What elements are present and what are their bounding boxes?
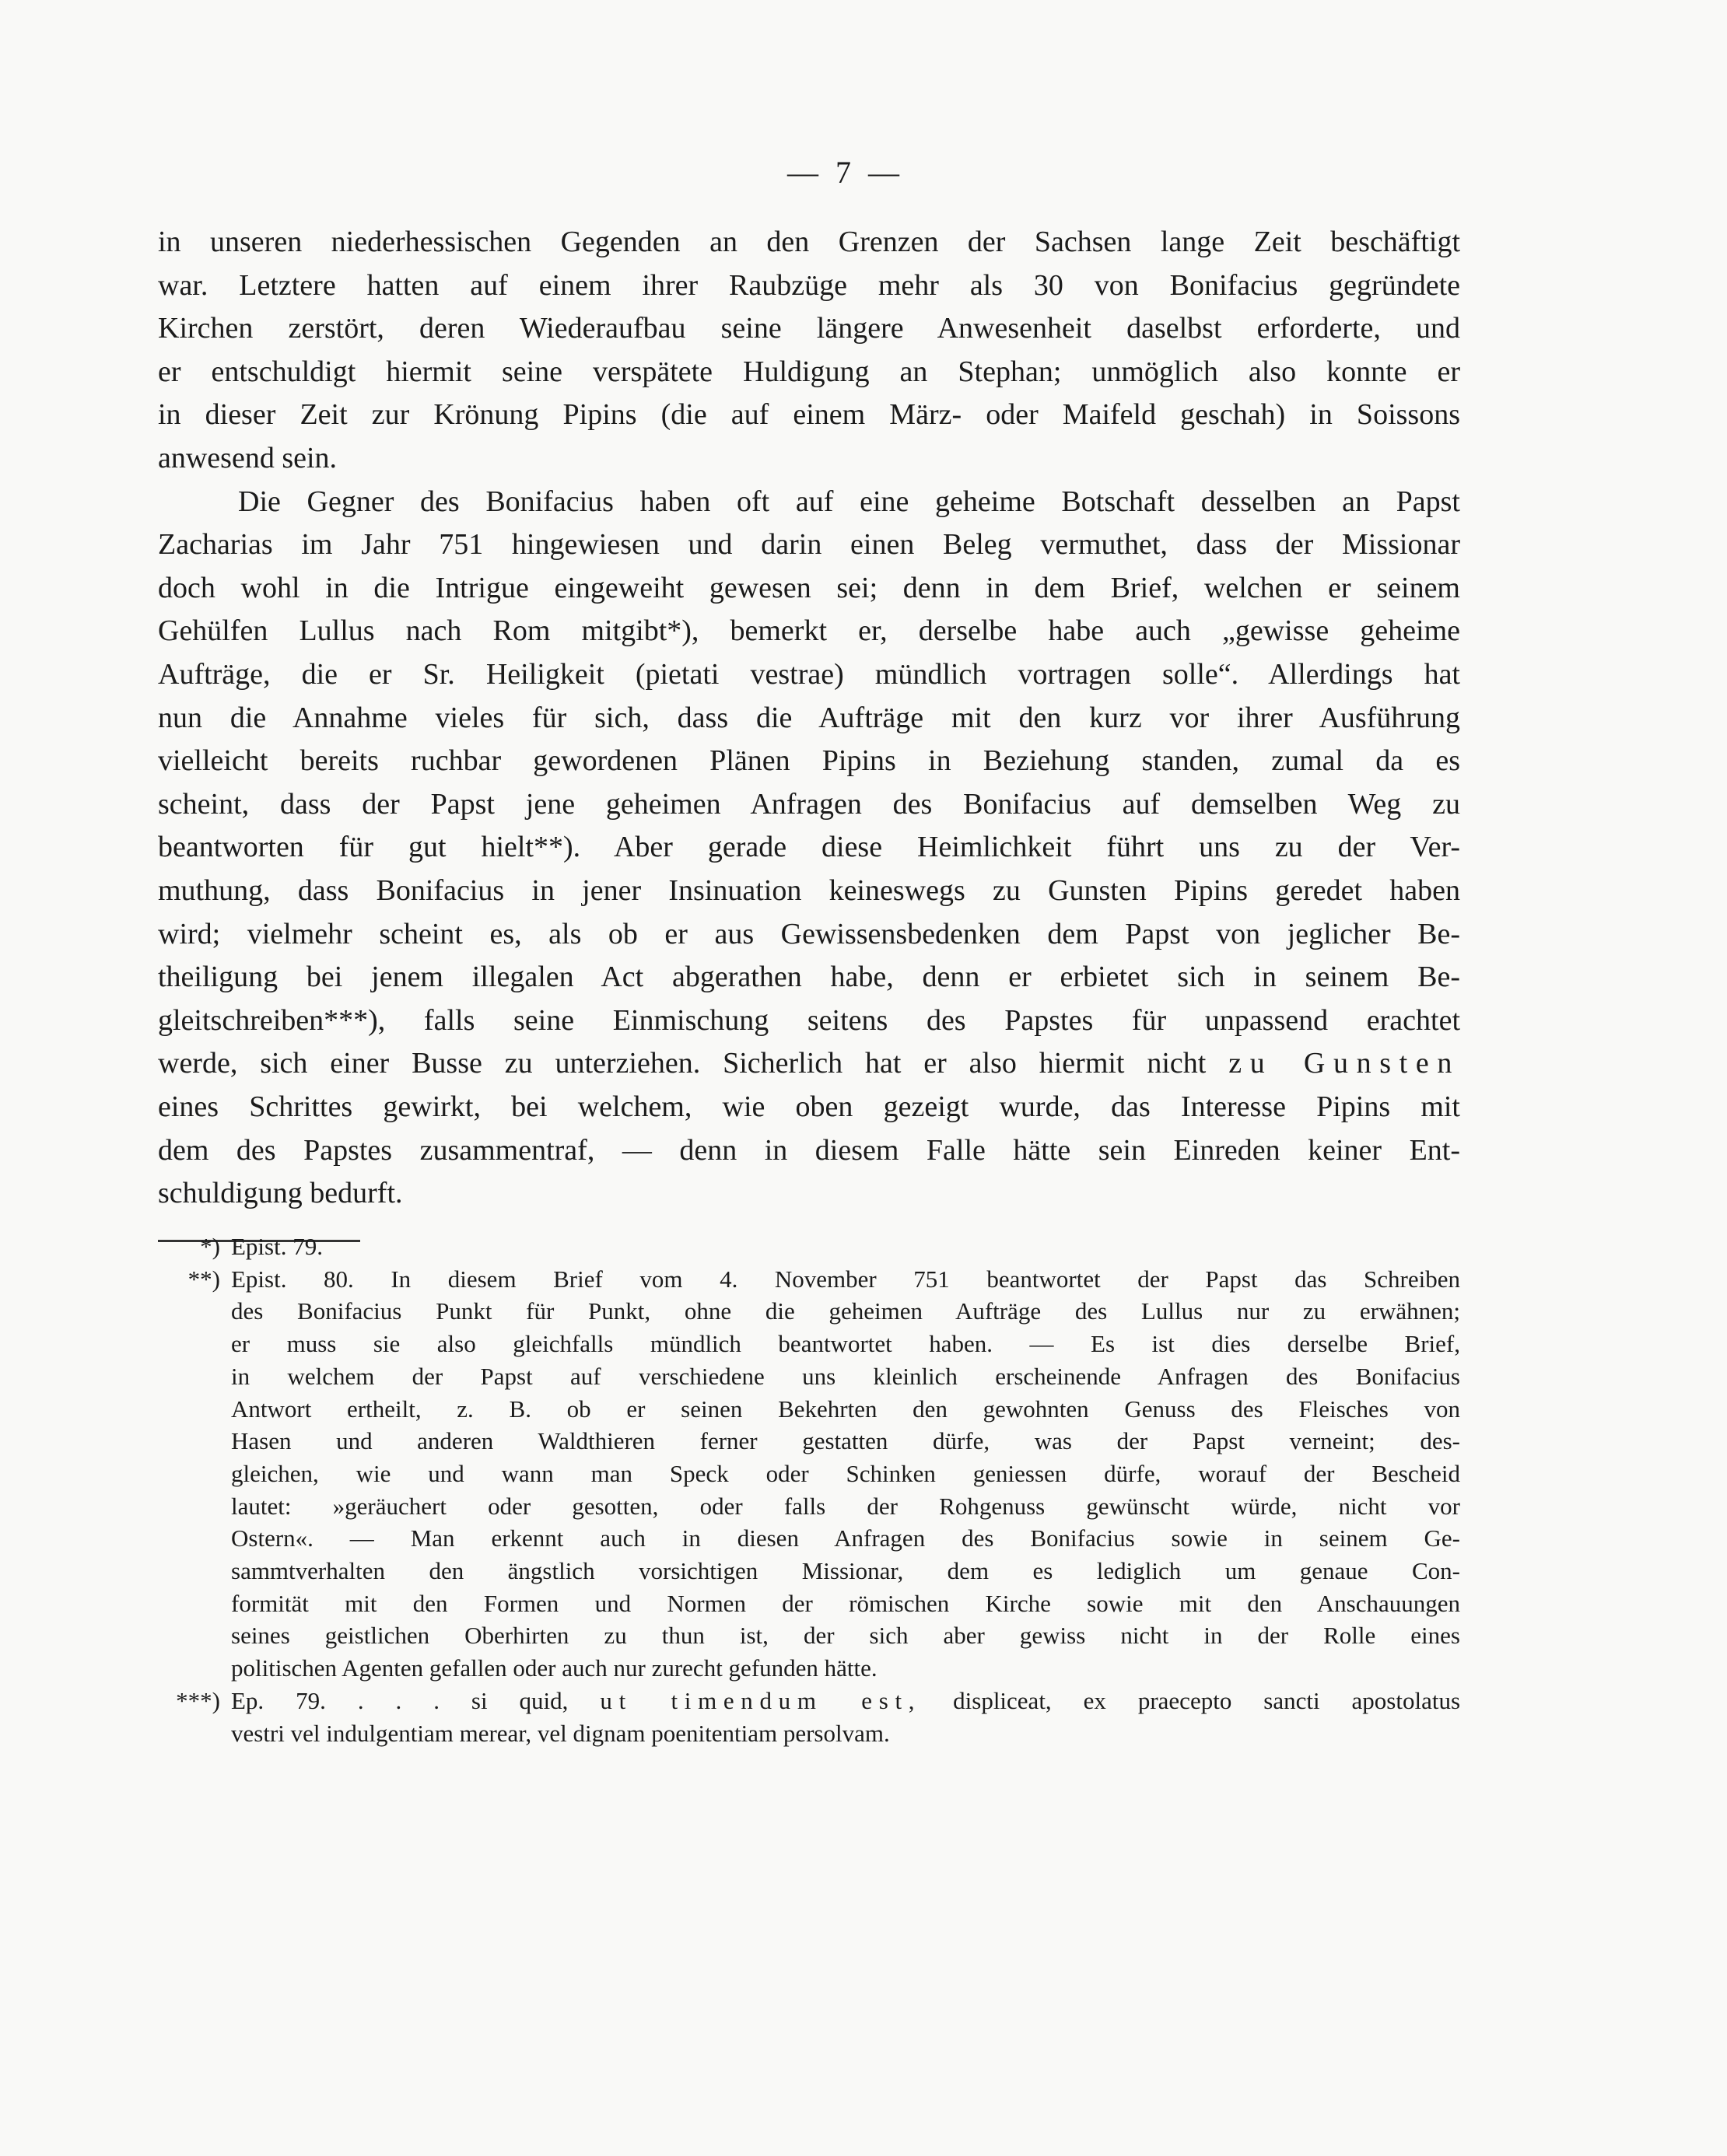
footnote-marker: *) xyxy=(200,1233,220,1260)
spaced-emphasis: ut timendum est, xyxy=(600,1686,922,1714)
text-segment: wird; vielmehr scheint es, als ob er aus Gewissensbedenken dem Papst von jeglicher Be- xyxy=(158,917,1460,950)
text-segment: Zacharias im Jahr 751 hingewiesen und darin einen Beleg vermuthet, dass der Missionar xyxy=(158,528,1460,562)
text-segment: vielleicht bereits ruchbar gewordenen Plänen Pipins in Beziehung standen, zumal da es xyxy=(158,744,1460,778)
text-segment: gleitschreiben***), falls seine Einmischung seitens des Papstes für unpassend erachtet xyxy=(158,1003,1460,1037)
text-segment: doch wohl in die Intrigue eingeweiht gewesen sei; denn in dem Brief, welchen er seinem xyxy=(158,571,1460,604)
text-segment: Ostern«. — Man erkennt auch in diesen Anfragen des Bonifacius sowie in seinem Ge- xyxy=(231,1524,1460,1552)
text-segment: Die Gegner des Bonifacius haben oft auf eine geheime Botschaft desselben an Papst xyxy=(238,485,1460,518)
text-line xyxy=(158,221,1460,264)
text-line xyxy=(158,653,1460,697)
text-line xyxy=(158,567,1460,611)
text-line xyxy=(158,351,1460,394)
footnote-line xyxy=(231,1263,1460,1296)
text-line xyxy=(158,1172,1460,1216)
text-segment: muthung, dass Bonifacius in jener Insinuation keineswegs zu Gunsten Pipins geredet haben xyxy=(158,874,1460,907)
footnote-line xyxy=(231,1685,1460,1717)
text-segment: er muss sie also gleichfalls mündlich beantwortet haben. — Es ist dies derselbe Brief, xyxy=(231,1330,1460,1358)
text-segment: Hasen und anderen Waldthieren ferner gestatten dürfe, was der Papst verneint; des- xyxy=(231,1427,1460,1455)
text-segment: scheint, dass der Papst jene geheimen Anfragen des Bonifacius auf demselben Weg zu xyxy=(158,787,1460,821)
footnote-marker: ***) xyxy=(176,1686,220,1714)
footnote-line xyxy=(231,1425,1460,1458)
text-segment: Ep. 79. . . . si quid, xyxy=(231,1686,569,1714)
text-line xyxy=(158,437,1460,481)
text-segment: eines Schrittes gewirkt, bei welchem, wie oben gezeigt wurde, das Interesse Pipins mit xyxy=(158,1090,1460,1123)
text-segment: Epist. 80. In diesem Brief vom 4. November 751 beantwortet der Papst das Schreiben xyxy=(231,1265,1460,1293)
footnote-line xyxy=(231,1522,1460,1555)
text-segment: war. Letztere hatten auf einem ihrer Raubzüge mehr als 30 von Bonifacius gegründete xyxy=(158,268,1460,302)
text-line xyxy=(158,1129,1460,1173)
footnote-line xyxy=(231,1295,1460,1328)
footnote-line xyxy=(231,1328,1460,1360)
text-line xyxy=(158,1042,1460,1086)
text-line xyxy=(158,610,1460,653)
text-line xyxy=(158,697,1460,740)
footnote-line xyxy=(231,1393,1460,1426)
footnote-line xyxy=(231,1717,1460,1750)
text-segment: Gehülfen Lullus nach Rom mitgibt*), bemerkt er, derselbe habe auch „gewisse geheime xyxy=(158,614,1460,648)
text-line xyxy=(158,1086,1460,1129)
text-segment: Epist. 79. xyxy=(231,1233,323,1260)
text-segment: beantworten für gut hielt**). Aber gerade diese Heimlichkeit führt uns zu der Ver- xyxy=(158,831,1460,864)
text-segment: des Bonifacius Punkt für Punkt, ohne die geheimen Aufträge des Lullus nur zu erwähnen; xyxy=(231,1297,1460,1325)
footnote-line xyxy=(231,1230,1460,1263)
text-segment: Aufträge, die er Sr. Heiligkeit (pietati vestrae) mündlich vortragen solle“. Allerdings hat xyxy=(158,658,1460,691)
text-segment: dem des Papstes zusammentraf, — denn in diesem Falle hätte sein Einreden keiner Ent- xyxy=(158,1133,1460,1167)
text-segment: nun die Annahme vieles für sich, dass die Aufträge mit den kurz vor ihrer Ausführung xyxy=(158,701,1460,734)
text-line xyxy=(158,307,1460,351)
footnote-line xyxy=(231,1555,1460,1587)
footnote-line xyxy=(231,1652,1460,1685)
text-line xyxy=(158,913,1460,957)
text-segment: anwesend sein. xyxy=(158,442,338,474)
text-segment: in unseren niederhessischen Gegenden an den Grenzen der Sachsen lange Zeit beschäftigt xyxy=(158,226,1460,258)
text-segment: politischen Agenten gefallen oder auch nur zurecht gefunden hätte. xyxy=(231,1654,878,1682)
footnote-line xyxy=(231,1619,1460,1652)
text-line xyxy=(238,481,1460,524)
text-segment: displiceat, ex praecepto sancti apostolatus xyxy=(953,1686,1461,1714)
footnote-line xyxy=(231,1490,1460,1523)
text-line xyxy=(158,523,1460,567)
text-line xyxy=(158,783,1460,827)
text-line xyxy=(158,740,1460,783)
text-segment: werde, sich einer Busse zu unterziehen. Sicherlich hat er also hiermit nicht xyxy=(158,1047,1207,1080)
text-line xyxy=(158,264,1460,308)
page-number: — 7 — xyxy=(787,155,904,190)
footnote-line xyxy=(231,1587,1460,1620)
text-segment: theiligung bei jenem illegalen Act abgerathen habe, denn er erbietet sich in seinem Be- xyxy=(158,961,1460,994)
spaced-emphasis: zu Gunsten xyxy=(1228,1047,1461,1080)
text-segment: Antwort ertheilt, z. B. ob er seinen Bekehrten den gewohnten Genuss des Fleisches von xyxy=(231,1395,1460,1423)
footnote-marker: **) xyxy=(187,1265,220,1293)
text-segment: in dieser Zeit zur Krönung Pipins (die auf einem März- oder Maifeld geschah) in Soissons xyxy=(158,398,1460,432)
text-line xyxy=(158,999,1460,1043)
text-segment: vestri vel indulgentiam merear, vel dignam poenitentiam persolvam. xyxy=(231,1719,890,1747)
text-segment: gleichen, wie und wann man Speck oder Schinken geniessen dürfe, worauf der Bescheid xyxy=(231,1459,1460,1487)
text-line xyxy=(158,870,1460,913)
text-segment: Kirchen zerstört, deren Wiederaufbau seine längere Anwesenheit daselbst erforderte, und xyxy=(158,312,1460,345)
text-segment: in welchem der Papst auf verschiedene uns kleinlich erscheinende Anfragen des Bonifacius xyxy=(231,1362,1460,1390)
text-segment: seines geistlichen Oberhirten zu thun ist, der sich aber gewiss nicht in der Rolle eines xyxy=(231,1622,1460,1650)
footnote-line xyxy=(231,1458,1460,1490)
text-segment: schuldigung bedurft. xyxy=(158,1177,403,1210)
text-segment: er entschuldigt hiermit seine verspätete Huldigung an Stephan; unmöglich also konnte er xyxy=(158,355,1460,388)
footnote-line xyxy=(231,1360,1460,1393)
text-segment: lautet: »geräuchert oder gesotten, oder falls der Rohgenuss gewünscht würde, nicht vor xyxy=(231,1492,1460,1520)
text-line xyxy=(158,394,1460,437)
text-line xyxy=(158,956,1460,999)
text-line xyxy=(158,826,1460,870)
text-segment: formität mit den Formen und Normen der römischen Kirche sowie mit den Anschauungen xyxy=(231,1589,1460,1617)
text-segment: sammtverhalten den ängstlich vorsichtigen Missionar, dem es lediglich um genaue Con- xyxy=(231,1557,1460,1584)
